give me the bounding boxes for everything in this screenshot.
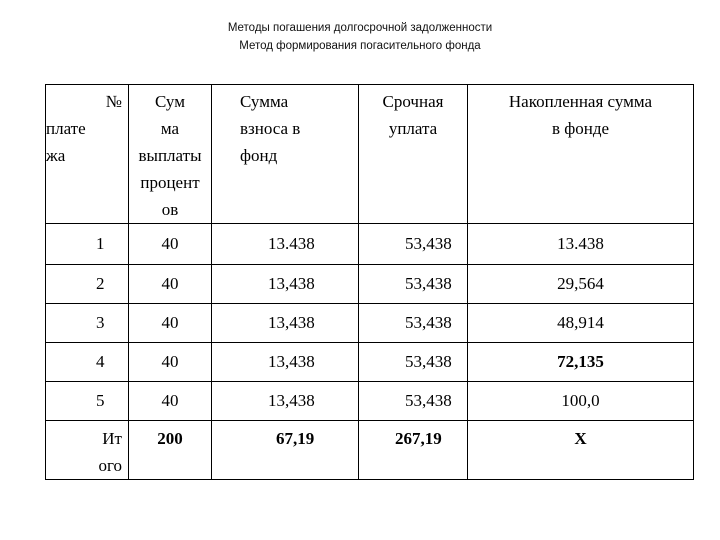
header-line: фонд <box>240 146 278 165</box>
cell-installment: 53,438 <box>359 224 468 265</box>
cell-total-installment: 267,19 <box>359 421 468 480</box>
header-payment-number <box>46 85 129 224</box>
cell-accumulated: 72,135 <box>468 343 694 382</box>
cell-accumulated: 13.438 <box>468 224 694 265</box>
slide-subtitle: Метод формирования погасительного фонда <box>239 40 481 52</box>
cell-total-interest: 200 <box>129 421 212 480</box>
cell-accumulated: 48,914 <box>468 304 694 343</box>
cell-accumulated: 100,0 <box>468 382 694 421</box>
cell-contribution: 13,438 <box>212 265 359 304</box>
cell-contribution: 13,438 <box>212 304 359 343</box>
header-line: в фонде <box>551 119 610 138</box>
cell-accumulated: 29,564 <box>468 265 694 304</box>
cell-interest: 40 <box>129 382 212 421</box>
table-row <box>46 304 694 343</box>
header-line: ма <box>160 119 180 138</box>
cell-interest: 40 <box>129 343 212 382</box>
total-label-line: Ит <box>102 429 122 448</box>
cell-total-label <box>46 421 129 480</box>
cell-interest: 40 <box>129 304 212 343</box>
header-line: Накопленная сумма <box>508 92 653 111</box>
cell-contribution: 13.438 <box>212 224 359 265</box>
table-header-row <box>46 85 694 224</box>
cell-interest: 40 <box>129 224 212 265</box>
header-fund-contribution <box>212 85 359 224</box>
cell-payment-number: 3 <box>46 304 129 343</box>
table-total-row <box>46 421 694 480</box>
header-line: Срочная <box>382 92 444 111</box>
header-line: № <box>105 92 122 111</box>
cell-installment: 53,438 <box>359 382 468 421</box>
header-accumulated-sum <box>468 85 694 224</box>
header-line: Сум <box>155 92 185 111</box>
cell-payment-number: 4 <box>46 343 129 382</box>
total-label-line: ого <box>98 456 122 475</box>
table-row <box>46 382 694 421</box>
cell-contribution: 13,438 <box>212 343 359 382</box>
cell-installment: 53,438 <box>359 304 468 343</box>
header-installment <box>359 85 468 224</box>
header-line: выплаты <box>138 146 202 165</box>
cell-installment: 53,438 <box>359 265 468 304</box>
cell-total-accumulated: X <box>468 421 694 480</box>
header-line: жа <box>46 146 66 165</box>
header-line: уплата <box>388 119 438 138</box>
header-line: ов <box>161 200 179 219</box>
cell-installment: 53,438 <box>359 343 468 382</box>
header-line: плате <box>46 119 86 138</box>
cell-total-contribution: 67,19 <box>212 421 359 480</box>
slide-title: Методы погашения долгосрочной задолженности <box>227 22 493 34</box>
cell-payment-number: 2 <box>46 265 129 304</box>
cell-payment-number: 1 <box>46 224 129 265</box>
header-line: процент <box>140 173 200 192</box>
table-row <box>46 343 694 382</box>
header-interest-payment <box>129 85 212 224</box>
sinking-fund-table <box>45 84 694 480</box>
header-line: взноса в <box>240 119 301 138</box>
header-line: Сумма <box>240 92 289 111</box>
cell-contribution: 13,438 <box>212 382 359 421</box>
cell-interest: 40 <box>129 265 212 304</box>
table-row <box>46 265 694 304</box>
table-row <box>46 224 694 265</box>
cell-payment-number: 5 <box>46 382 129 421</box>
